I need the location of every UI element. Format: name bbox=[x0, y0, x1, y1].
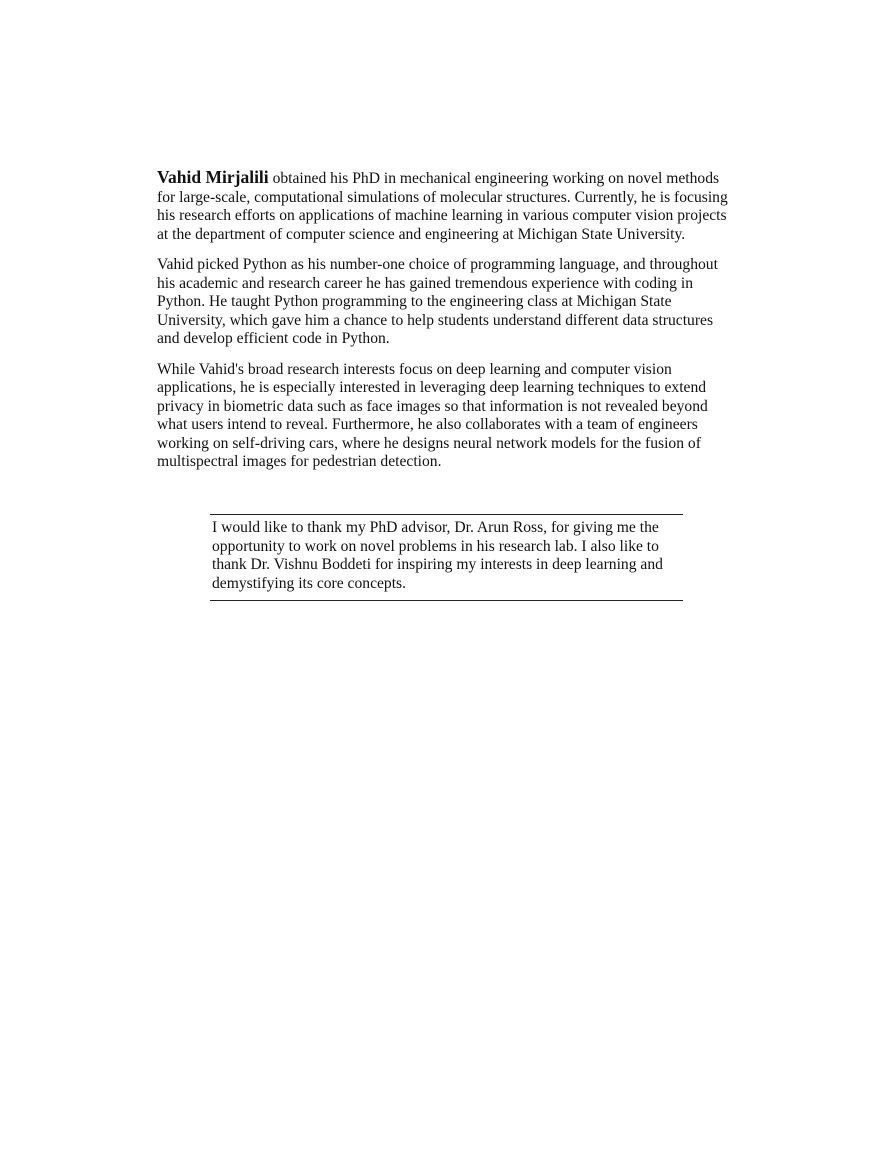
bio-paragraph-3: While Vahid's broad research interests focus on deep learning and computer vision applications, he is especially interested in leveraging deep learning techniques to extend privacy in biometric data such as face images so that information is not revealed beyond what users intend to reveal. Furthermore, he also collaborates with a team of engineers working on self-driving cars, where he designs neural network models for the fusion of multispectral images for pedestrian detection. bbox=[157, 360, 708, 470]
bio-paragraph-1 bbox=[157, 168, 732, 244]
bio-paragraph-2: Vahid picked Python as his number-one choice of programming language, and throughout his academic and research career he has gained tremendous experience with coding in Python. He taught Python programming to the engineering class at Michigan State University, which gave him a chance to help students understand different data structures and develop efficient code in Python. bbox=[157, 256, 718, 347]
author-bio bbox=[157, 168, 732, 484]
author-name: Vahid Mirjalili bbox=[157, 167, 269, 187]
acknowledgement-box bbox=[210, 514, 683, 601]
bio-paragraph-1-text: obtained his PhD in mechanical engineering working on novel methods for large-scale, computational simulations of molecular structures. Currently, he is focusing his research efforts on applications of machine learning in various computer vision projects at the department of computer science and engineering at Michigan State University. bbox=[157, 170, 728, 243]
acknowledgement-text: I would like to thank my PhD advisor, Dr. Arun Ross, for giving me the opportunity to work on novel problems in his research lab. I also like to thank Dr. Vishnu Boddeti for inspiring my interests in deep learning and demystifying its core concepts. bbox=[212, 519, 663, 592]
